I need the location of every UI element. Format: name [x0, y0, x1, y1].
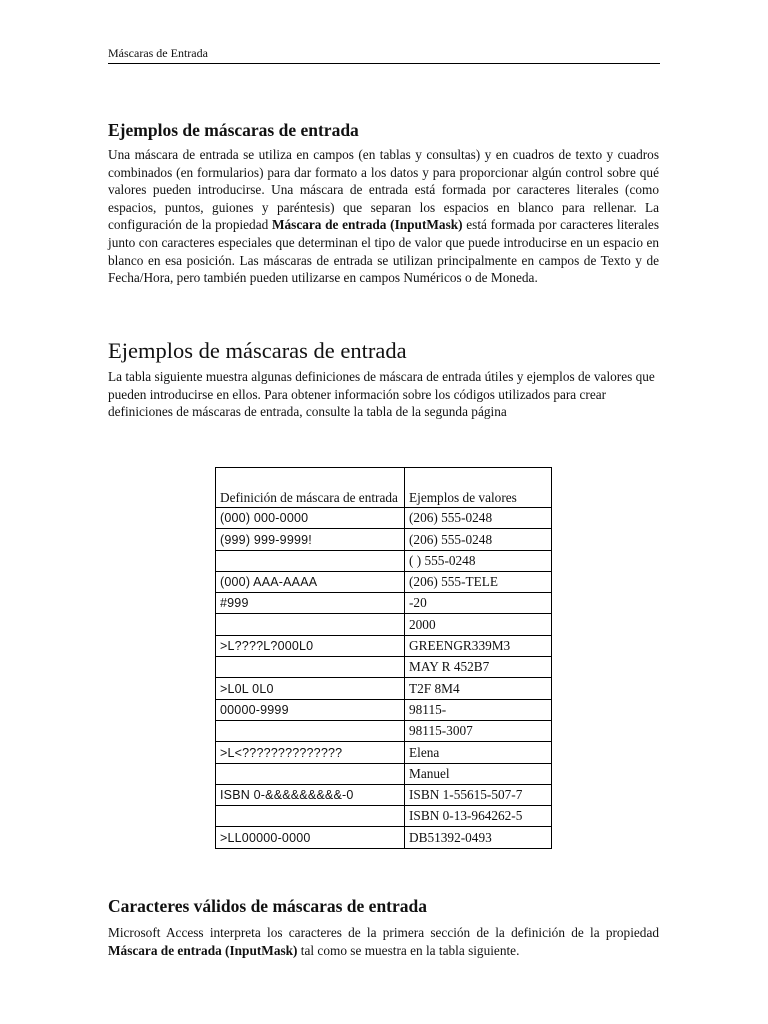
table-row: [216, 784, 552, 805]
table-row: [216, 614, 552, 635]
table-row: [216, 508, 552, 529]
mask-definition-cell: >LL00000-0000: [216, 827, 405, 848]
table-row: [216, 571, 552, 592]
example-value-cell: 98115-3007: [405, 720, 552, 741]
table-row: [216, 720, 552, 741]
example-value-cell: ( ) 555-0248: [405, 550, 552, 571]
input-mask-table: [215, 467, 552, 849]
mask-definition-cell: [216, 806, 405, 827]
example-value-cell: ISBN 1-55615-507-7: [405, 784, 552, 805]
section1-text-a: Una máscara de entrada se utiliza en campos (en tablas y consultas) y en cuadros de texto y cuadros combinados (en formularios) para dar formato a los datos y para proporcionar algún control sobre qué valores pueden introducirse. Una máscara de entrada está formada por caracteres literales (como espacios, puntos, guiones y paréntesis) que separan los espacios en blanco para rellenar. La configuración de la propiedad: [108, 147, 659, 233]
table-row: [216, 550, 552, 571]
mask-definition-cell: ISBN 0-&&&&&&&&&-0: [216, 784, 405, 805]
header-example-values: Ejemplos de valores: [405, 468, 552, 508]
header-mask-definition: Definición de máscara de entrada: [216, 468, 405, 508]
example-value-cell: DB51392-0493: [405, 827, 552, 848]
example-value-cell: MAY R 452B7: [405, 657, 552, 678]
mask-definition-cell: (000) 000-0000: [216, 508, 405, 529]
table-row: [216, 678, 552, 699]
section3-text-b: tal como se muestra en la tabla siguiente.: [297, 942, 520, 958]
section1-paragraph: [108, 146, 659, 287]
example-value-cell: (206) 555-0248: [405, 508, 552, 529]
section3-text-a: Microsoft Access interpreta los caracteres de la primera sección de la definición de la propiedad: [108, 925, 659, 940]
mask-definition-cell: (999) 999-9999!: [216, 529, 405, 550]
mask-definition-cell: [216, 614, 405, 635]
section3-paragraph: [108, 924, 659, 959]
table-header-row: [216, 468, 552, 508]
section1-text-b: está formada por caracteres literales junto con caracteres especiales que determinan el tipo de valor que puede introducirse en un espacio en blanco en esa posición. Las máscaras de entrada se utilizan principalmente en campos de Texto y de Fecha/Hora, pero también pueden utilizarse en campos Numéricos o de Moneda.: [108, 217, 659, 286]
example-value-cell: -20: [405, 593, 552, 614]
section1-title: Ejemplos de máscaras de entrada: [108, 120, 359, 140]
example-value-cell: Manuel: [405, 763, 552, 784]
table-row: [216, 593, 552, 614]
mask-definition-cell: >L<??????????????: [216, 742, 405, 763]
mask-definition-cell: >L0L 0L0: [216, 678, 405, 699]
section2-title: Ejemplos de máscaras de entrada: [108, 338, 407, 363]
section3-bold-term: Máscara de entrada (InputMask): [108, 942, 298, 958]
table-row: [216, 635, 552, 656]
mask-definition-cell: [216, 550, 405, 571]
example-value-cell: 98115-: [405, 699, 552, 720]
example-value-cell: ISBN 0-13-964262-5: [405, 806, 552, 827]
mask-definition-cell: [216, 657, 405, 678]
table-row: [216, 699, 552, 720]
example-value-cell: (206) 555-0248: [405, 529, 552, 550]
table-row: [216, 763, 552, 784]
running-header: Máscaras de Entrada: [108, 46, 660, 64]
example-value-cell: Elena: [405, 742, 552, 763]
section1-bold-term: Máscara de entrada (InputMask): [271, 217, 463, 233]
mask-definition-cell: [216, 763, 405, 784]
table-row: [216, 657, 552, 678]
mask-definition-cell: #999: [216, 593, 405, 614]
example-value-cell: T2F 8M4: [405, 678, 552, 699]
table-row: [216, 529, 552, 550]
mask-definition-cell: >L????L?000L0: [216, 635, 405, 656]
table-row: [216, 827, 552, 848]
mask-definition-cell: 00000-9999: [216, 699, 405, 720]
table-row: [216, 742, 552, 763]
mask-definition-cell: (000) AAA-AAAA: [216, 571, 405, 592]
table-row: [216, 806, 552, 827]
section3-title: Caracteres válidos de máscaras de entrada: [108, 896, 427, 916]
table-body: [216, 508, 552, 849]
section2-paragraph: La tabla siguiente muestra algunas definiciones de máscara de entrada útiles y ejemplos de valores que pueden introducirse en ellos. Para obtener información sobre los códigos utilizados para crear definiciones de máscaras de entrada, consulte la tabla de la segunda página: [108, 369, 655, 420]
example-value-cell: GREENGR339M3: [405, 635, 552, 656]
mask-definition-cell: [216, 720, 405, 741]
example-value-cell: (206) 555-TELE: [405, 571, 552, 592]
example-value-cell: 2000: [405, 614, 552, 635]
